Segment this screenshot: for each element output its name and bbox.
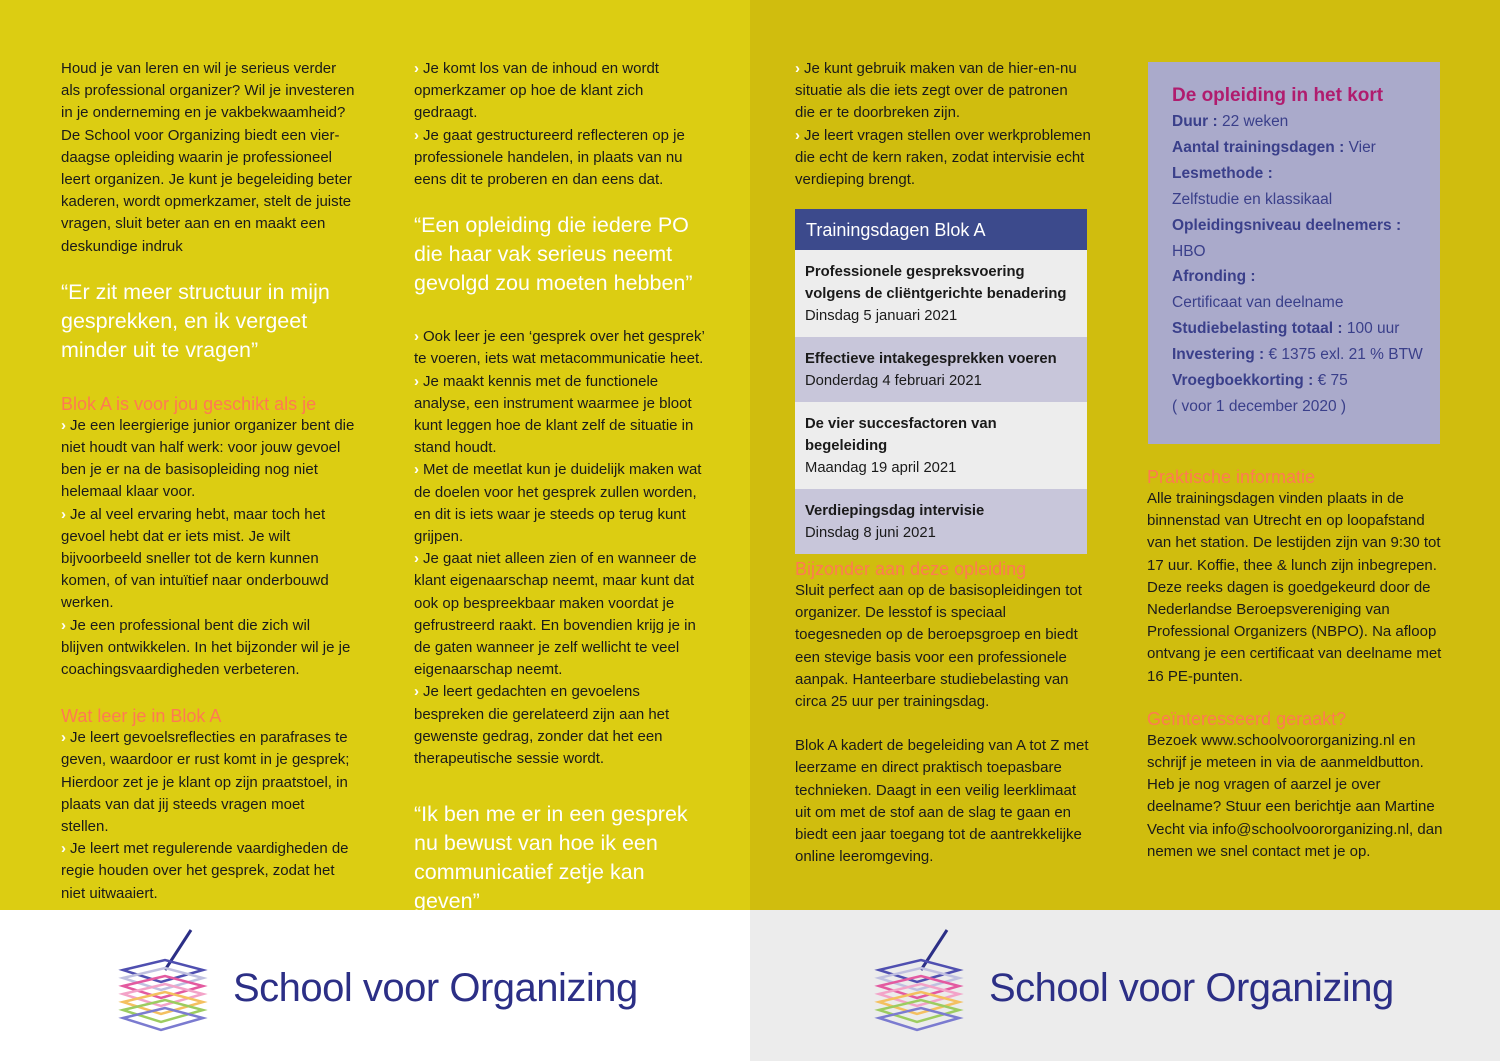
list-item: › Je kunt gebruik maken van de hier-en-nu situatie als die iets zegt over de patronen die er te doorbreken zijn. bbox=[795, 60, 1077, 122]
row-date: Dinsdag 8 juni 2021 bbox=[805, 525, 936, 541]
summary-niveau-label: Opleidingsniveau deelnemers : bbox=[1172, 216, 1402, 234]
bullet-icon: › bbox=[414, 126, 419, 144]
table-row bbox=[795, 250, 1087, 337]
brand-name-left: School voor Organizing bbox=[233, 966, 638, 1010]
list-item: › Je gaat niet alleen zien of en wanneer de klant eigenaarschap neemt, maar kunt dat ook op bespreekbaar maken voordat je gefrustreerd raakt. En bovendien krijg je in de gaten wanneer je zelf wellicht te veel eigenaarschap neemt. bbox=[414, 550, 697, 679]
summary-afronding-label: Afronding : bbox=[1172, 268, 1256, 286]
row-title: Verdiepingsdag intervisie bbox=[805, 503, 985, 519]
intro-paragraph: Houd je van leren en wil je serieus verder als professional organizer? Wil je investeren in je onderneming en je vakbekwaamheid? De School voor Organizing biedt een vier-daagse opleiding waarin je professioneel leert organizen. Je kunt je begeleiding beter kaderen, wordt opmerkzamer, stelt de juiste vragen, sluit beter aan en en maakt een deskundige indruk bbox=[61, 60, 355, 255]
list-item: › Je al veel ervaring hebt, maar toch het gevoel hebt dat er iets mist. Je wilt bijvoorbeeld sneller tot de kern kunnen komen, of van intuïtief naar onderbouwd werken. bbox=[61, 505, 329, 612]
list-item: › Je leert met regulerende vaardigheden de regie houden over het gesprek, zodat het niet uitwaaiert. bbox=[61, 840, 349, 902]
summary-korting: Vroegboekkorting : € 75 bbox=[1172, 372, 1348, 390]
row-title: De vier succesfactoren van begeleiding bbox=[805, 416, 997, 454]
brand-name-right: School voor Organizing bbox=[989, 966, 1394, 1010]
row-date: Dinsdag 5 januari 2021 bbox=[805, 308, 958, 324]
column-3-bottom bbox=[795, 558, 1091, 868]
list-item: › Je leert gedachten en gevoelens bespreken die gerelateerd zijn aan het gewenste gedrag, zonder dat het een therapeutische sessie wordt. bbox=[414, 683, 670, 768]
summary-duur: Duur : 22 weken bbox=[1172, 113, 1289, 130]
list-item: › Je een professional bent die zich wil blijven ontwikkelen. In het bijzonder wil je je coachingsvaardigheden verbeteren. bbox=[61, 616, 351, 679]
column-1 bbox=[61, 58, 356, 905]
summary-afronding-value: Certificaat van deelname bbox=[1172, 294, 1344, 312]
list-item: › Je een leergierige junior organizer bent die niet houdt van half werk: voor jouw gevoel ben je er na de basisopleiding nog niet helemaal klaar voor. bbox=[61, 416, 355, 501]
table-row bbox=[795, 337, 1087, 402]
heading-wat-leer-je: Wat leer je in Blok A bbox=[61, 706, 222, 727]
paragraph: Sluit perfect aan op de basisopleidingen tot organizer. De lesstof is speciaal toegesneden op de beroepsgroep en biedt een stevige basis voor een professionele aanpak. Hanteerbare studiebelasting van circa 25 uur per trainingsdag. bbox=[795, 582, 1082, 711]
bullet-icon: › bbox=[61, 729, 66, 747]
column-4-bottom bbox=[1147, 466, 1443, 863]
bullet-icon: › bbox=[61, 416, 66, 434]
summary-box bbox=[1148, 62, 1440, 444]
bullet-icon: › bbox=[61, 505, 66, 523]
bullet-icon: › bbox=[61, 616, 66, 634]
row-date: Donderdag 4 februari 2021 bbox=[805, 373, 982, 389]
bullet-icon: › bbox=[795, 126, 800, 144]
table-row bbox=[795, 402, 1087, 489]
bullet-icon: › bbox=[414, 328, 419, 346]
pull-quote-zetje: “Ik ben me er in een gesprek nu bewust van hoe ik een communicatief zetje kan geven” bbox=[414, 802, 688, 914]
row-title: Professionele gespreksvoering volgens de cliëntgerichte benadering bbox=[805, 264, 1067, 302]
column-3-top bbox=[795, 58, 1091, 191]
bullet-icon: › bbox=[414, 550, 419, 568]
bullet-icon: › bbox=[61, 840, 66, 858]
summary-korting-note: ( voor 1 december 2020 ) bbox=[1172, 397, 1347, 415]
summary-belasting: Studiebelasting totaal : 100 uur bbox=[1172, 320, 1400, 338]
list-item: › Ook leer je een ‘gesprek over het gesprek’ te voeren, iets wat metacommunicatie heet. bbox=[414, 328, 705, 368]
summary-niveau-value: HBO bbox=[1172, 242, 1206, 260]
logo-icon bbox=[115, 928, 215, 1038]
paragraph: Alle trainingsdagen vinden plaats in de binnenstad van Utrecht en op loopafstand van het station. De lestijden zijn van 9:30 tot 17 uur. Koffie, thee & lunch zijn inbegrepen. Deze reeks dagen is goedgekeurd door de Nederlandse Beroepsvereniging van Professional Organizers (NBPO). Na afloop ontvang je een certificaat van deelname met 16 PE-punten. bbox=[1147, 490, 1442, 685]
list-item: › Met de meetlat kun je duidelijk maken wat de doelen voor het gesprek zullen worden, en dit is iets waar je steeds op terug kunt grijpen. bbox=[414, 461, 702, 546]
pull-quote-opleiding: “Een opleiding die iedere PO die haar vak serieus neemt gevolgd zou moeten hebben” bbox=[414, 213, 693, 296]
summary-methode-value: Zelfstudie en klassikaal bbox=[1172, 190, 1333, 208]
training-days-table bbox=[795, 209, 1087, 554]
bullet-icon: › bbox=[414, 461, 419, 479]
table-row bbox=[795, 489, 1087, 554]
pull-quote-structure: “Er zit meer structuur in mijn gesprekken, en ik vergeet minder uit te vragen” bbox=[61, 279, 330, 362]
paragraph: Blok A kadert de begeleiding van A tot Z met leerzame en direct praktisch toepasbare technieken. Daagt in een veilig leerklimaat uit om met de stof aan de slag te gaan en biedt een jaar toegang tot de aantrekkelijke online leeromgeving. bbox=[795, 737, 1089, 866]
list-item: › Je leert vragen stellen over werkproblemen die echt de kern raken, zodat intervisie echt verdieping brengt. bbox=[795, 126, 1091, 189]
row-date: Maandag 19 april 2021 bbox=[805, 460, 957, 476]
summary-methode-label: Lesmethode : bbox=[1172, 164, 1273, 182]
heading-blok-a-geschikt: Blok A is voor jou geschikt als je bbox=[61, 393, 317, 414]
heading-bijzonder: Bijzonder aan deze opleiding bbox=[795, 559, 1027, 579]
summary-investering: Investering : € 1375 exl. 21 % BTW bbox=[1172, 346, 1423, 364]
list-item: › Je komt los van de inhoud en wordt opmerkzamer op hoe de klant zich gedraagt. bbox=[414, 60, 659, 122]
summary-title: De opleiding in het kort bbox=[1172, 85, 1384, 106]
column-2 bbox=[414, 58, 706, 944]
table-title: Trainingsdagen Blok A bbox=[795, 209, 1087, 250]
heading-praktische-informatie: Praktische informatie bbox=[1147, 467, 1316, 487]
list-item: › Je maakt kennis met de functionele analyse, een instrument waarmee je bloot kunt leggen hoe de klant zelf de situatie in stand houdt. bbox=[414, 372, 694, 457]
bullet-icon: › bbox=[795, 60, 800, 77]
paragraph: Bezoek www.schoolvoororganizing.nl en schrijf je meteen in via de aanmeldbutton. Heb je nog vragen of aarzel je over deelname? Stuur een berichtje aan Martine Vecht via info@schoolvoororganizing.nl, dan nemen we snel contact met je op. bbox=[1147, 731, 1443, 860]
summary-dagen: Aantal trainingsdagen : Vier bbox=[1172, 138, 1376, 156]
bullet-icon: › bbox=[414, 372, 419, 390]
row-title: Effectieve intakegesprekken voeren bbox=[805, 351, 1057, 367]
list-item: › Je gaat gestructureerd reflecteren op je professionele handelen, in plaats van nu eens dit te proberen en dan eens dat. bbox=[414, 126, 685, 189]
bullet-icon: › bbox=[414, 60, 419, 77]
list-item: › Je leert gevoelsreflecties en parafrases te geven, waardoor er rust komt in je gesprek; Hierdoor zet je je klant op zijn praatstoel, in plaats van dat jij steeds vragen moet stellen. bbox=[61, 729, 350, 836]
logo-icon bbox=[871, 928, 971, 1038]
heading-geinteresseerd: Geïnteresseerd geraakt? bbox=[1147, 708, 1347, 729]
bullet-icon: › bbox=[414, 683, 419, 701]
